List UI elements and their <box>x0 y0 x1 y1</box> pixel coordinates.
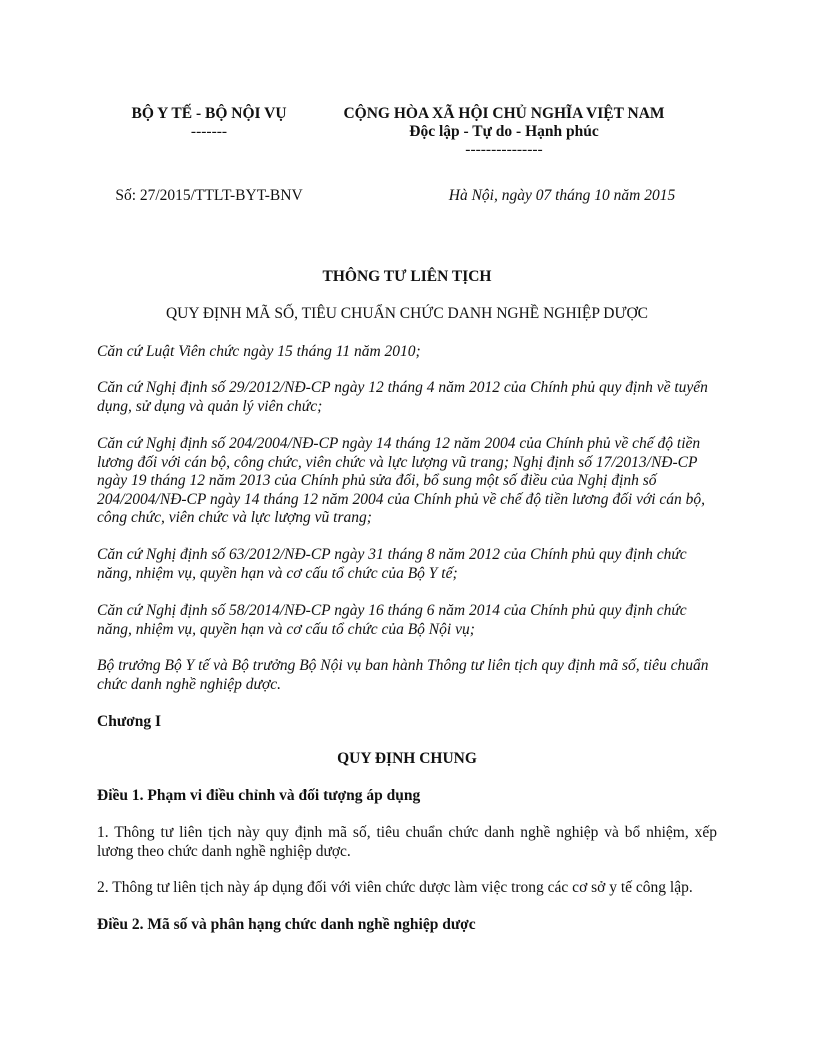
article-clause: 1. Thông tư liên tịch này quy định mã số, tiêu chuẩn chức danh nghề nghiệp và bổ nhiệm, xếp lương theo chức danh nghề nghiệp dược. <box>97 824 717 860</box>
preamble-item: Căn cứ Nghị định số 63/2012/NĐ-CP ngày 31 tháng 8 năm 2012 của Chính phủ quy định chức năng, nhiệm vụ, quyền hạn và cơ cấu tổ chức của Bộ Y tế; <box>97 546 687 582</box>
preamble-item: Căn cứ Nghị định số 29/2012/NĐ-CP ngày 12 tháng 4 năm 2012 của Chính phủ quy định về tuyển dụng, sử dụng và quản lý viên chức; <box>97 379 708 415</box>
article-heading: Điều 1. Phạm vi điều chỉnh và đối tượng áp dụng <box>97 787 421 804</box>
agency-rule: ------- <box>190 123 228 140</box>
preamble-item: Căn cứ Nghị định số 204/2004/NĐ-CP ngày 14 tháng 12 năm 2004 của Chính phủ về chế độ tiền lương đối với cán bộ, công chức, viên chức và lực lượng vũ trang; Nghị định số 17/2013/NĐ-CP ngày 19 tháng 12 năm 2013 của Chính phủ sửa đổi, bổ sung một số điều của Nghị định số 204/2004/NĐ-CP ngày 14 tháng 12 năm 2004 của Chính phủ về chế độ tiền lương đối với cán bộ, công chức, viên chức và lực lượng vũ trang; <box>97 435 706 526</box>
motto-rule: --------------- <box>465 141 543 158</box>
document-type-title: THÔNG TƯ LIÊN TỊCH <box>322 268 492 285</box>
document-subject: QUY ĐỊNH MÃ SỐ, TIÊU CHUẨN CHỨC DANH NGHỀ NGHIỆP DƯỢC <box>165 305 648 322</box>
chapter-label: Chương I <box>97 713 161 730</box>
preamble-item: Bộ trưởng Bộ Y tế và Bộ trưởng Bộ Nội vụ ban hành Thông tư liên tịch quy định mã số, tiêu chuẩn chức danh nghề nghiệp dược. <box>97 657 709 693</box>
preamble-item: Căn cứ Luật Viên chức ngày 15 tháng 11 năm 2010; <box>97 343 421 360</box>
issuing-agency: BỘ Y TẾ - BỘ NỘI VỤ <box>131 105 287 122</box>
place-and-date: Hà Nội, ngày 07 tháng 10 năm 2015 <box>448 187 676 204</box>
article-clause: 2. Thông tư liên tịch này áp dụng đối với viên chức dược làm việc trong các cơ sở y tế công lập. <box>97 879 693 896</box>
document-number: Số: 27/2015/TTLT-BYT-BNV <box>115 187 303 204</box>
preamble-item: Căn cứ Nghị định số 58/2014/NĐ-CP ngày 16 tháng 6 năm 2014 của Chính phủ quy định chức năng, nhiệm vụ, quyền hạn và cơ cấu tổ chức của Bộ Nội vụ; <box>97 602 687 638</box>
country-name: CỘNG HÒA XÃ HỘI CHỦ NGHĨA VIỆT NAM <box>343 105 665 122</box>
chapter-title: QUY ĐỊNH CHUNG <box>337 750 477 767</box>
national-motto: Độc lập - Tự do - Hạnh phúc <box>409 123 599 140</box>
article-heading: Điều 2. Mã số và phân hạng chức danh nghề nghiệp dược <box>97 916 476 933</box>
